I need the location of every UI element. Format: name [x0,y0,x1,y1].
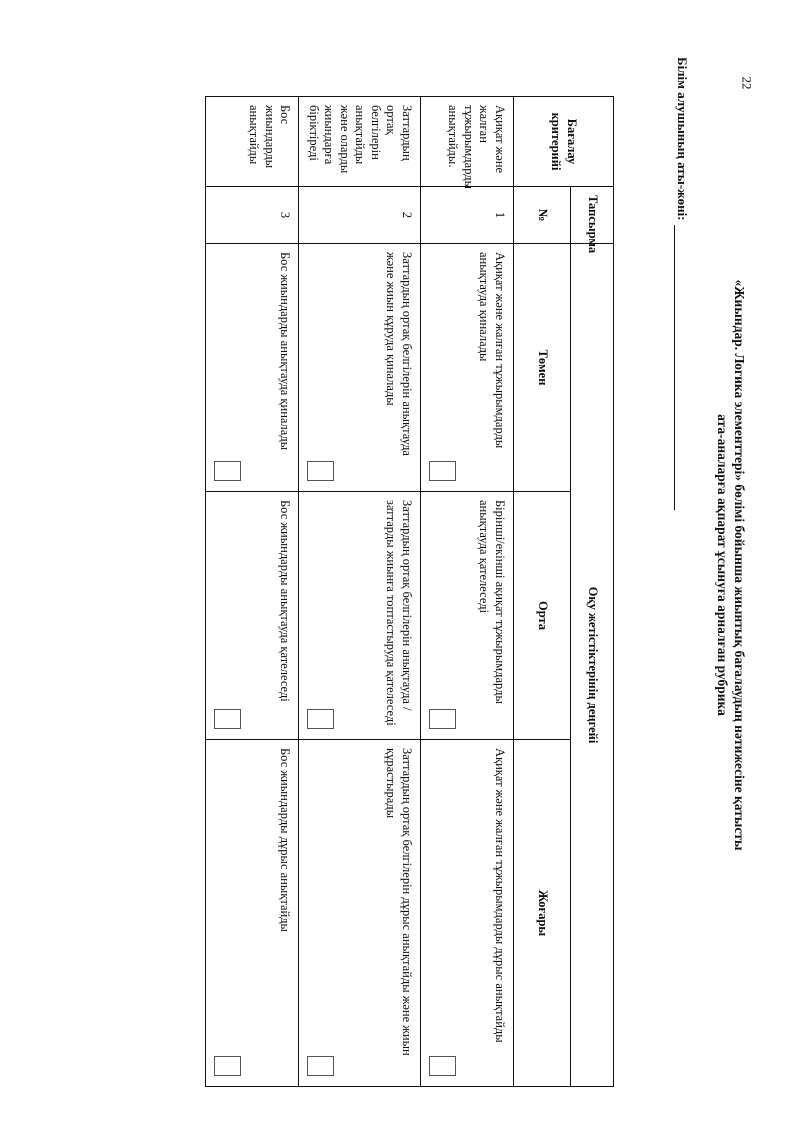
student-name-label: Білім алушының аты-жөні: [675,57,690,221]
table-row [206,97,299,1087]
table-header-row [571,97,614,1087]
task-number-cell: 3 [206,187,299,244]
medium-level-cell [421,492,514,740]
high-level-checkbox[interactable] [308,1056,335,1076]
task-number-cell: 2 [299,187,421,244]
medium-level-text: Заттардың ортақ белгілерін анықтауда / заттарды жиынға топтастыруда қателеседі [384,500,414,726]
high-level-cell [206,740,299,1087]
medium-level-cell [206,492,299,740]
medium-level-text: Бос жиындарды анықтауда қателеседі [278,500,293,702]
page-title [714,45,748,1085]
high-level-cell [421,740,514,1087]
criterion-cell: Ақиқат және жалған тұжырымдарды анықтайды. [421,97,514,187]
title-line-1: «Жиындар. Логика элементтері» бөлімі бойынша жиынтық бағалаудың нәтижесіне қатысты [732,279,747,851]
medium-level-text: Бірінші/екінші ақиқат тұжырымдарды анықтауда қателеседі [477,500,507,704]
header-low: Төмен [514,244,571,492]
table-row [299,97,421,1087]
rubric-page-content [88,45,748,1085]
header-high: Жоғары [514,740,571,1087]
title-line-2: ата-аналарға ақпарат ұсынуға арналған рубрика [715,414,730,716]
low-level-text: Заттардың ортақ белгілерін анықтауда және жиын құруда қиналады [384,252,414,456]
student-name-line[interactable] [674,225,687,510]
table-row [421,97,514,1087]
header-task: Тапсырма [571,187,614,244]
task-number-cell: 1 [421,187,514,244]
table-subheader-row [514,97,571,1087]
high-level-text: Ақиқат және жалған тұжырымдарды дұрыс анықтайды [493,748,507,1043]
header-task-number: № [514,187,571,244]
criterion-cell: Заттардың ортақ белгілерін анықтайды және оларды жиындарға біріктіреді [299,97,421,187]
high-level-checkbox[interactable] [429,1056,456,1076]
rubric-table [206,96,615,1087]
header-medium: Орта [514,492,571,740]
low-level-cell [421,244,514,492]
high-level-checkbox[interactable] [215,1056,242,1076]
medium-level-checkbox[interactable] [215,709,242,729]
high-level-text: Бос жиындарды дұрыс анықтайды [278,748,293,932]
high-level-cell [299,740,421,1087]
student-name-field [674,57,690,510]
low-level-checkbox[interactable] [308,461,335,481]
low-level-text: Ақиқат және жалған тұжырымдарды анықтауда қиналады [477,252,507,449]
medium-level-cell [299,492,421,740]
medium-level-checkbox[interactable] [429,709,456,729]
header-criterion: Бағалау критерийі [514,97,614,187]
low-level-cell [299,244,421,492]
low-level-text: Бос жиындарды анықтауда қиналады [278,252,293,451]
header-levels: Оқу жетістіктерінің деңгейі [571,244,614,1087]
criterion-cell: Бос жиындарды анықтайды [206,97,299,187]
low-level-checkbox[interactable] [429,461,456,481]
low-level-checkbox[interactable] [215,461,242,481]
high-level-text: Заттардың ортақ белгілерін дұрыс анықтайды және жиын құрастырады [384,748,414,1056]
medium-level-checkbox[interactable] [308,709,335,729]
page-number-text: 22 [739,76,754,90]
low-level-cell [206,244,299,492]
